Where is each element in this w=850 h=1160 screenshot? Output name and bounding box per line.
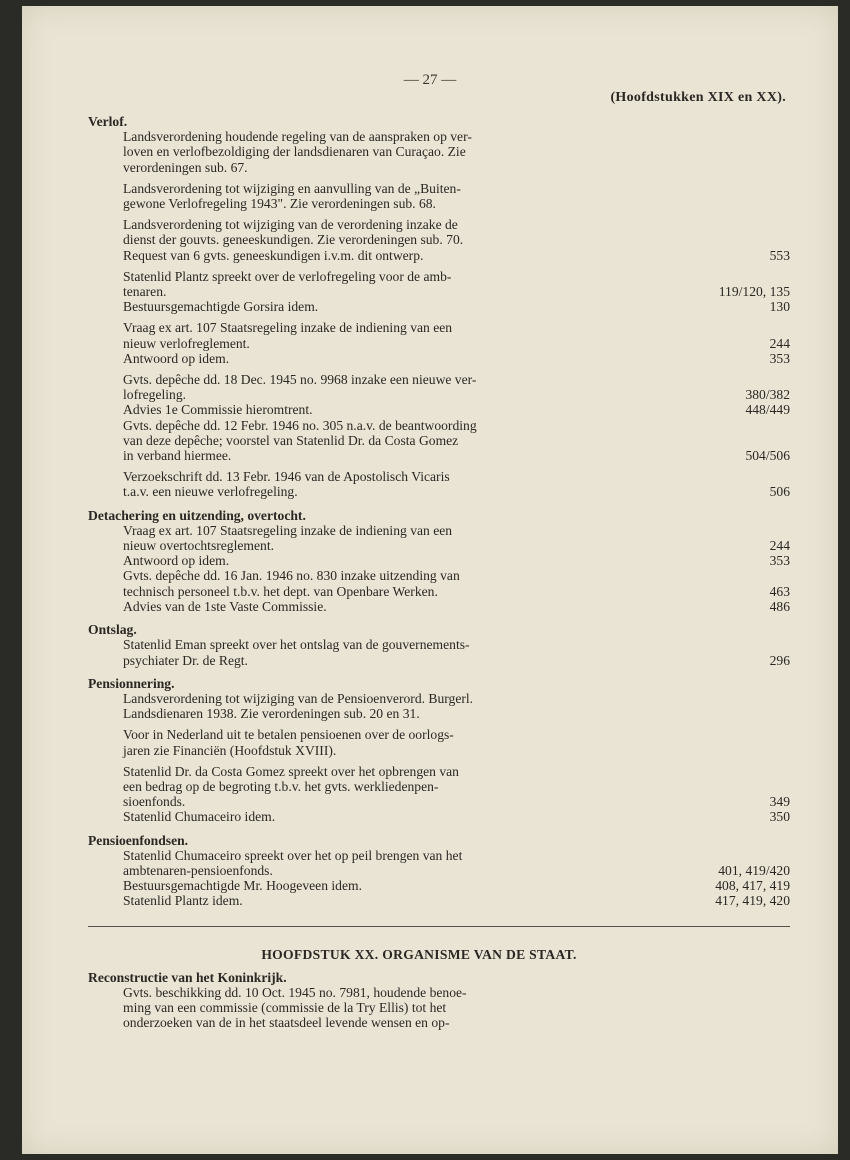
index-line (88, 599, 790, 614)
entry-text: Request van 6 gvts. geneeskundigen i.v.m. dit ontwerp. (123, 247, 424, 263)
entry-text: sioenfonds. (123, 794, 186, 810)
index-line (88, 691, 790, 706)
index-line (88, 284, 790, 299)
page-reference: 380/382 (745, 387, 790, 403)
section-heading: Ontslag. (88, 622, 137, 638)
entry-text: Bestuursgemachtigde Gorsira idem. (123, 299, 319, 315)
entry-text: ambtenaren-pensioenfonds. (123, 862, 273, 878)
chapter-divider (88, 926, 790, 927)
page-reference: 504/506 (745, 448, 790, 464)
entry-text: Verzoekschrift dd. 13 Febr. 1946 van de Apostolisch Vicaris (123, 469, 450, 485)
entry-text: Statenlid Eman spreekt over het ontslag van de gouvernements- (123, 637, 470, 653)
index-sections (88, 114, 790, 909)
entry-text: tenaren. (123, 284, 167, 300)
index-line (88, 584, 790, 599)
entry-text: Landsverordening tot wijziging van de verordening inzake de (123, 217, 458, 233)
index-line (88, 1000, 790, 1015)
entry-text: Gvts. depêche dd. 18 Dec. 1945 no. 9968 inzake een nieuwe ver- (123, 372, 477, 388)
entry-text: in verband hiermee. (123, 448, 232, 464)
index-line (88, 351, 790, 366)
document-page (22, 6, 838, 1154)
page-reference: 417, 419, 420 (715, 893, 790, 909)
entry-text: Bestuursgemachtigde Mr. Hoogeveen idem. (123, 878, 362, 894)
entry-text: lofregeling. (123, 387, 187, 403)
page-reference: 553 (769, 247, 790, 263)
entry-text: Statenlid Dr. da Costa Gomez spreekt over het opbrengen van (123, 763, 459, 779)
entry-text: jaren zie Financiën (Hoofdstuk XVIII). (123, 742, 337, 758)
index-line (88, 809, 790, 824)
index-line (88, 653, 790, 668)
entry-text: onderzoeken van de in het staatsdeel levende wensen en op- (123, 1015, 450, 1031)
entry-text: verordeningen sub. 67. (123, 159, 248, 175)
index-line (88, 484, 790, 499)
index-line (88, 469, 790, 484)
index-line (88, 372, 790, 387)
entry-text: Landsverordening tot wijziging en aanvulling van de „Buiten- (123, 180, 461, 196)
entry-text: ming van een commissie (commissie de la Try Ellis) tot het (123, 1000, 447, 1016)
entry-text: nieuw verlofreglement. (123, 335, 250, 351)
entry-text: Statenlid Plantz idem. (123, 893, 243, 909)
page-reference: 130 (769, 299, 790, 315)
entry-text: dienst der gouvts. geneeskundigen. Zie verordeningen sub. 70. (123, 232, 464, 248)
section-heading: Reconstructie van het Koninkrijk. (88, 969, 287, 985)
index-line (88, 129, 790, 144)
entry-text: Statenlid Plantz spreekt over de verlofregeling voor de amb- (123, 268, 452, 284)
index-line (88, 568, 790, 583)
entry-text: gewone Verlofregeling 1943". Zie verordeningen sub. 68. (123, 196, 436, 212)
page-reference: 486 (769, 598, 790, 614)
index-line (88, 863, 790, 878)
section-spacer (88, 668, 790, 676)
entry-text: Gvts. depêche dd. 16 Jan. 1946 no. 830 inzake uitzending van (123, 568, 460, 584)
section-spacer (88, 500, 790, 508)
section-spacer (88, 962, 790, 970)
index-line (88, 144, 790, 159)
index-line (88, 743, 790, 758)
index-line (88, 794, 790, 809)
entry-text: Vraag ex art. 107 Staatsregeling inzake de indiening van een (123, 320, 453, 336)
index-line (88, 418, 790, 433)
page-reference: 349 (769, 794, 790, 810)
entry-text: Advies van de 1ste Vaste Commissie. (123, 598, 327, 614)
entry-text: Gvts. depêche dd. 12 Febr. 1946 no. 305 n.a.v. de beantwoording (123, 417, 477, 433)
entry-text: Landsverordening houdende regeling van de aanspraken op ver- (123, 129, 472, 145)
page-reference: 244 (769, 335, 790, 351)
index-content (88, 114, 790, 1031)
entry-text: t.a.v. een nieuwe verlofregeling. (123, 484, 298, 500)
entry-text: nieuw overtochtsreglement. (123, 538, 274, 554)
page-reference: 353 (769, 553, 790, 569)
index-line (88, 299, 790, 314)
section-heading: Pensionnering. (88, 675, 175, 691)
entry-text: Vraag ex art. 107 Staatsregeling inzake de indiening van een (123, 522, 453, 538)
index-line (88, 448, 790, 463)
index-line (88, 402, 790, 417)
index-line (88, 232, 790, 247)
page-reference: 448/449 (745, 402, 790, 418)
page-reference: 401, 419/420 (718, 862, 790, 878)
entry-text: psychiater Dr. de Regt. (123, 652, 248, 668)
page-reference: 353 (769, 350, 790, 366)
entry-text: Gvts. beschikking dd. 10 Oct. 1945 no. 7981, houdende benoe- (123, 984, 467, 1000)
section-heading: Pensioenfondsen. (88, 832, 189, 848)
section-heading: Verlof. (88, 114, 128, 129)
index-line (88, 320, 790, 335)
index-line (88, 1015, 790, 1030)
page-reference: 463 (769, 583, 790, 599)
index-line (88, 248, 790, 263)
index-line (88, 878, 790, 893)
section-heading: Detachering en uitzending, overtocht. (88, 507, 306, 523)
running-header: (Hoofdstukken XIX en XX). (610, 90, 786, 105)
index-line (88, 196, 790, 211)
entry-text: Landsverordening tot wijziging van de Pensioenverord. Burgerl. (123, 690, 474, 706)
index-line (88, 553, 790, 568)
index-line (88, 433, 790, 448)
index-line (88, 985, 790, 1000)
index-line (88, 764, 790, 779)
entry-text: Statenlid Chumaceiro idem. (123, 809, 276, 825)
chapter-heading: HOOFDSTUK XX. ORGANISME VAN DE STAAT. (261, 946, 577, 962)
page-number: — 27 — (403, 72, 457, 88)
entry-text: loven en verlofbezoldiging der landsdienaren van Curaçao. Zie (123, 144, 466, 160)
page-reference: 408, 417, 419 (715, 878, 790, 894)
index-line (88, 706, 790, 721)
entry-text: Voor in Nederland uit te betalen pensioenen over de oorlogs- (123, 727, 454, 743)
section-spacer (88, 614, 790, 622)
index-line (88, 727, 790, 742)
section-spacer (88, 825, 790, 833)
index-line (88, 637, 790, 652)
entry-text: van deze depêche; voorstel van Statenlid Dr. da Costa Gomez (123, 432, 459, 448)
index-line (88, 523, 790, 538)
entry-text: een bedrag op de begroting t.b.v. het gvts. werkliedenpen- (123, 778, 439, 794)
page-reference: 350 (769, 809, 790, 825)
entry-text: Advies 1e Commissie hieromtrent. (123, 402, 313, 418)
index-line (88, 217, 790, 232)
index-line (88, 893, 790, 908)
index-line (88, 181, 790, 196)
index-line (88, 779, 790, 794)
entry-text: technisch personeel t.b.v. het dept. van Openbare Werken. (123, 583, 438, 599)
entry-text: Antwoord op idem. (123, 350, 230, 366)
index-line (88, 387, 790, 402)
entry-text: Statenlid Chumaceiro spreekt over het op peil brengen van het (123, 847, 463, 863)
index-line (88, 336, 790, 351)
index-line (88, 269, 790, 284)
entry-text: Landsdienaren 1938. Zie verordeningen sub. 20 en 31. (123, 706, 420, 722)
index-line (88, 538, 790, 553)
page-reference: 244 (769, 538, 790, 554)
page-reference: 296 (769, 652, 790, 668)
entry-text: Antwoord op idem. (123, 553, 230, 569)
index-line (88, 160, 790, 175)
chapter-sections (88, 962, 790, 1031)
page-reference: 506 (769, 484, 790, 500)
page-reference: 119/120, 135 (718, 284, 790, 300)
index-line (88, 848, 790, 863)
